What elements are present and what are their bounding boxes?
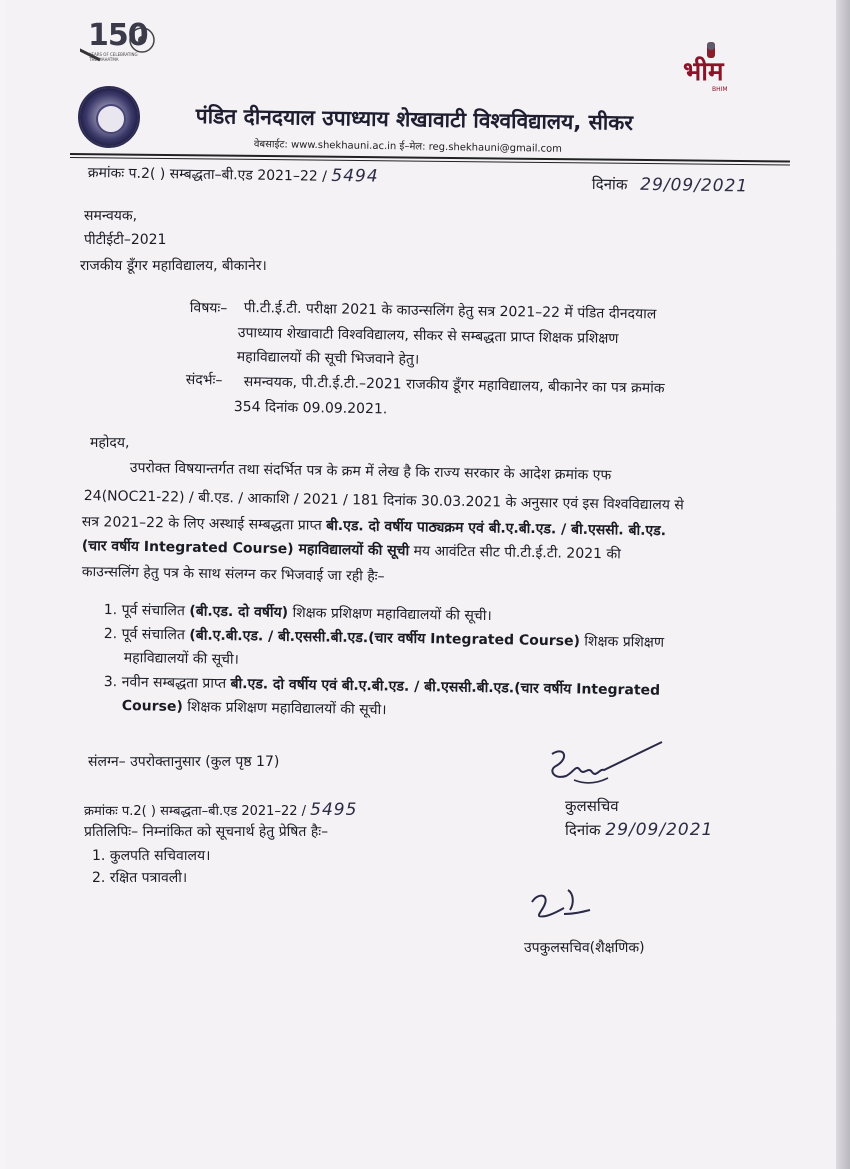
signatory-1-date xyxy=(565,820,713,840)
body-line-1: उपरोक्त विषयान्तर्गत तथा संदर्भित पत्र के क्रम में लेख है कि राज्य सरकार के आदेश क्रमांक एफ xyxy=(129,459,612,484)
copy-item-text: कुलपति सचिवालय। xyxy=(109,848,211,864)
bhim-logo-text: भीम xyxy=(683,57,724,87)
ref-date-handwritten: 29/09/2021 xyxy=(640,174,749,197)
body-line-4-bold: (चार वर्षीय Integrated Course) महाविद्यालयों की सूची xyxy=(81,537,410,560)
list-item-bold: (बी.ए.बी.एड. / बी.एससी.बी.एड.(चार वर्षीय Integrated Course) xyxy=(189,627,581,650)
copy-item-number: 1. xyxy=(92,848,106,864)
ref-date-label: दिनांक xyxy=(591,174,628,194)
registrar-signature xyxy=(544,740,668,796)
copy-item-number: 2. xyxy=(92,870,106,886)
copy-ref-number xyxy=(84,800,357,820)
list-item-text: नवीन सम्बद्धता प्राप्त xyxy=(121,674,231,692)
list-item-text: पूर्व संचालित xyxy=(121,602,190,620)
emblem-150-number: 150 xyxy=(88,18,148,53)
copy-number-handwritten: 5495 xyxy=(310,800,358,820)
list-item-bold: Course) xyxy=(121,697,183,715)
salutation: महोदय, xyxy=(90,435,130,451)
list-item-text-end: शिक्षक प्रशिक्षण महाविद्यालयों की सूची। xyxy=(182,698,387,719)
signatory-1-date-handwritten: 29/09/2021 xyxy=(605,820,714,840)
university-seal-icon xyxy=(78,86,140,148)
body-line-5: काउन्सलिंग हेतु पत्र के साथ संलग्न कर भिजवाई जा रही हैः– xyxy=(81,563,385,585)
body-line-3-bold: बी.एड. दो वर्षीय पाठ्यक्रम एवं बी.ए.बी.एड. / बी.एससी. बी.एड. xyxy=(326,517,667,540)
body-line-2: 24(NOC21-22) / बी.एड. / आकाशि / 2021 / 181 दिनांक 30.03.2021 के अनुसार एवं इस विश्वविद्यालय से xyxy=(83,487,684,514)
addressee-line-2: पीटीईटी–2021 xyxy=(84,232,167,248)
enclosure-note: संलग्न– उपरोक्तानुसार (कुल पृष्ठ 17) xyxy=(88,754,280,770)
signatory-1-date-label: दिनांक xyxy=(565,821,601,839)
body-line-4-text: मय आवंटित सीट पी.टी.ई.टी. 2021 की xyxy=(409,543,621,563)
list-item-number: 1. xyxy=(103,601,118,619)
university-title: पंडित दीनदयाल उपाध्याय शेखावाटी विश्वविद्यालय, सीकर xyxy=(195,103,634,135)
list-item-continuation: महाविद्यालयों की सूची। xyxy=(123,649,240,668)
subject-line-3: महाविद्यालयों की सूची भिजवाने हेतु। xyxy=(236,348,420,368)
list-item-number: 2. xyxy=(103,625,118,643)
copy-item-text: रक्षित पत्रावली। xyxy=(109,870,188,886)
reference-label: संदर्भः– xyxy=(185,371,223,389)
list-item xyxy=(92,846,210,865)
list-item-bold: (बी.एड. दो वर्षीय) xyxy=(189,603,289,621)
bhim-logo-caption: BHIM xyxy=(712,86,728,93)
subject-line-2: उपाध्याय शेखावाटी विश्वविद्यालय, सीकर से सम्बद्धता प्राप्त शिक्षक प्रशिक्षण xyxy=(237,324,619,347)
list-item-text-end: शिक्षक प्रशिक्षण xyxy=(579,633,665,651)
list-item-text-end: शिक्षक प्रशिक्षण महाविद्यालयों की सूची। xyxy=(287,604,492,625)
emblem-150-caption: YEARS OF CELEBRATING THE MAHATMA xyxy=(89,52,138,62)
subject-line-1: पी.टी.ई.टी. परीक्षा 2021 के काउन्सलिंग हेतु सत्र 2021–22 में पंडित दीनदयाल xyxy=(243,299,657,323)
list-item-text: पूर्व संचालित xyxy=(121,626,190,644)
list-item-number: 3. xyxy=(103,673,118,691)
subject-label: विषयः– xyxy=(189,299,228,317)
list-item xyxy=(92,868,187,887)
website-email-line: वेबसाईट: www.shekhauni.ac.in ई–मेल: reg.shekhauni@gmail.com xyxy=(253,138,563,155)
addressee-line-3: राजकीय डूँगर महाविद्यालय, बीकानेर। xyxy=(80,258,267,274)
list-item-bold: बी.एड. दो वर्षीय एवं बी.ए.बी.एड. / बी.एससी.बी.एड.(चार वर्षीय Integrated xyxy=(230,675,661,699)
copy-line: प्रतिलिपिः– निम्नांकित को सूचनार्थ हेतु प्रेषित हैः– xyxy=(84,824,329,840)
addressee-line-1: समन्वयक, xyxy=(84,208,138,224)
signatory-2-designation: उपकुलसचिव(शैक्षणिक) xyxy=(524,940,645,956)
deputy-registrar-signature xyxy=(524,884,604,934)
signatory-1-designation: कुलसचिव xyxy=(565,797,619,815)
ref-date xyxy=(592,174,749,196)
reference-line-2: 354 दिनांक 09.09.2021. xyxy=(233,398,388,418)
copy-number-printed: क्रमांकः प.2( ) सम्बद्धता–बी.एड 2021–22 / xyxy=(84,804,306,819)
ref-number-printed: क्रमांकः प.2( ) सम्बद्धता–बी.एड 2021–22 / xyxy=(87,164,328,185)
reference-line-1: समन्वयक, पी.टी.ई.टी.–2021 राजकीय डूँगर महाविद्यालय, बीकानेर का पत्र क्रमांक xyxy=(243,373,665,397)
ref-number-handwritten: 5494 xyxy=(331,165,379,187)
body-line-3-text: सत्र 2021–22 के लिए अस्थाई सम्बद्धता प्राप्त xyxy=(81,513,327,534)
page-edge xyxy=(836,0,850,1169)
